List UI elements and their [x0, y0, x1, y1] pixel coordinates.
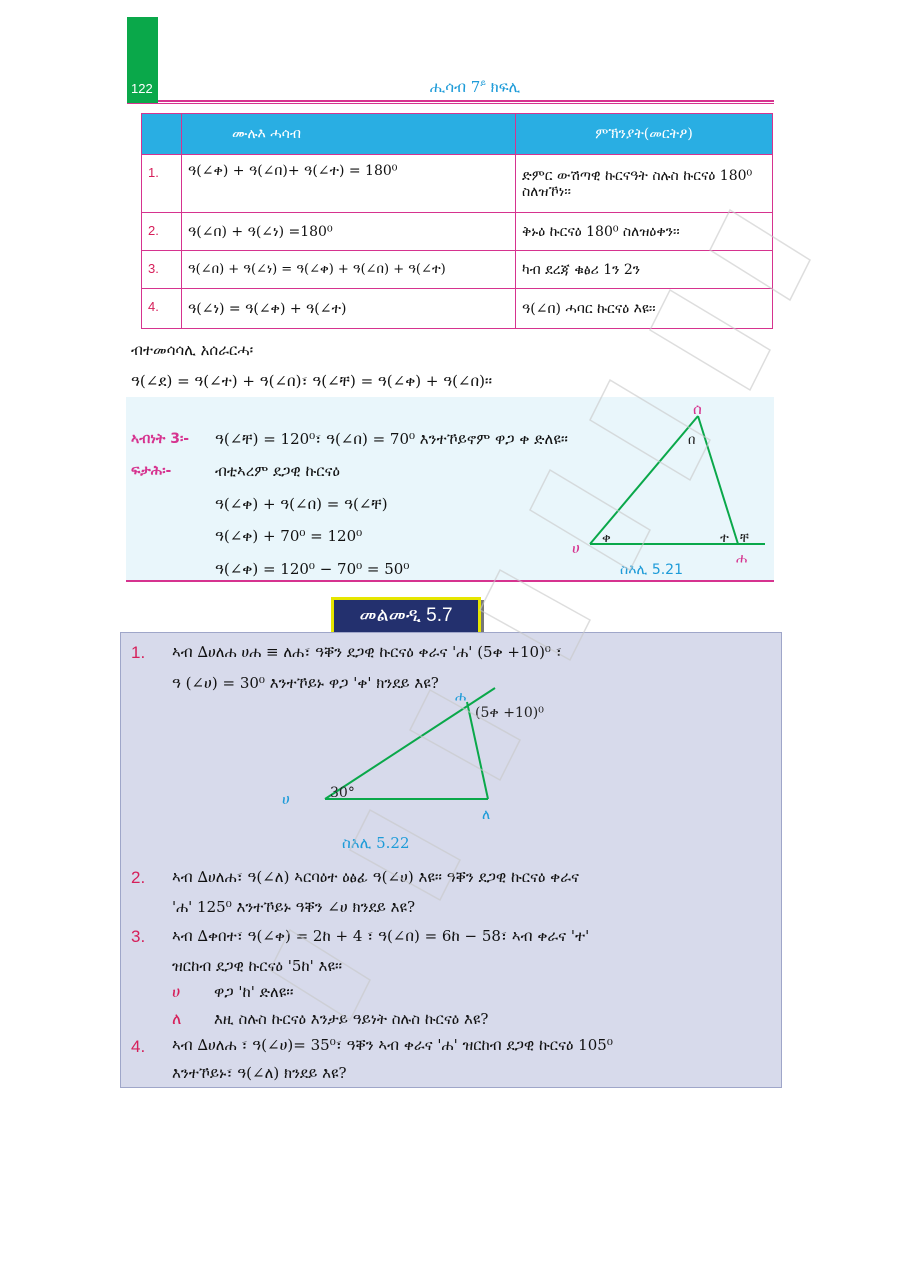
solution-line-2: ዓ(∠ቀ) + ዓ(∠በ) = ዓ(∠ቸ) — [215, 495, 388, 513]
solution-line-3: ዓ(∠ቀ) + 70⁰ = 120⁰ — [215, 527, 363, 545]
table-header-statement: ሙሉእ ሓሳብ — [182, 114, 516, 155]
question-2-line-1: ኣብ ∆ሀለሐ፣ ዓ(∠ለ) ኣርባዕተ ዕፅፊ ዓ(∠ሀ) እዩ፡፡ ዓቐን ደጋዊ ኩርናዕ ቀራና — [172, 868, 579, 886]
vertex-label-left: ሀ — [282, 790, 290, 808]
angle-label-top: በ — [688, 433, 696, 448]
vertex-label-top: ሰ — [693, 400, 702, 418]
question-4-line-2: እንተኾይኑ፣ ዓ(∠ለ) ክንደይ እዩ? — [172, 1064, 347, 1082]
sub-question-label-b: ለ — [172, 1009, 182, 1028]
similarly-label: ብተመሳሳሊ አሰራርሓ፡ — [131, 341, 254, 359]
example-problem: ዓ(∠ቸ) = 120⁰፣ ዓ(∠በ) = 70⁰ እንተኾይኖም ዋጋ ቀ ድለዩ፡፡ — [215, 430, 568, 448]
figure-5-22 — [270, 686, 570, 856]
page-number: 122 — [131, 81, 153, 96]
figure-caption: ስእሊ 5.21 — [620, 562, 683, 578]
sub-question-a: ዋጋ 'ከ' ድለዩ፡፡ — [214, 983, 294, 1001]
question-number-2: 2. — [131, 868, 146, 887]
exterior-angle-label: (5ቀ +10)⁰ — [475, 705, 544, 721]
table-row: 2. ዓ(∠በ) + ዓ(∠ነ) =180⁰ ቅኑዕ ኩርናዕ 180⁰ ስለዝዕቀን፡፡ — [142, 213, 773, 251]
angle-label-inner-right: ተ — [720, 531, 729, 546]
table-row: 1. ዓ(∠ቀ) + ዓ(∠በ)+ ዓ(∠ተ) = 180⁰ ድምር ውሽጣዊ ኩርናዓት ስሉስ ኩርናዕ 180⁰ ስለዝኾነ፡፡ — [142, 155, 773, 213]
table-row: 3. ዓ(∠በ) + ዓ(∠ነ) = ዓ(∠ቀ) + ዓ(∠በ) + ዓ(∠ተ) ካብ ደረጃ ቁፅሪ 1ን 2ን — [142, 251, 773, 289]
example-label: ኣብነት 3፡- — [131, 431, 190, 447]
question-1-line-2: ዓ (∠ሀ) = 30⁰ እንተኾይኑ ዋጋ 'ቀ' ክንደይ እዩ? — [172, 674, 439, 692]
table-row: 4. ዓ(∠ነ) = ዓ(∠ቀ) + ዓ(∠ተ) ዓ(∠በ) ሓባር ኩርናዕ እዩ፡፡ — [142, 289, 773, 329]
similarly-equation: ዓ(∠ደ) = ዓ(∠ተ) + ዓ(∠በ)፣ ዓ(∠ቸ) = ዓ(∠ቀ) + ዓ(∠በ)፡፡ — [131, 372, 493, 390]
page-header-title: ሒሳብ $7^ይ$ ክፍሊ — [429, 78, 521, 96]
vertex-label-base-end: ሐ — [736, 551, 748, 567]
question-3-line-1: ኣብ ∆ቀበተ፣ ዓ(∠ቀ) = 2ከ + 4 ፣ ዓ(∠በ) = 6ከ − 58፣ ኣብ ቀራና 'ተ' — [172, 927, 590, 945]
sub-question-label-a: ሀ — [172, 982, 181, 1001]
figure-5-21 — [560, 398, 774, 580]
question-4-line-1: ኣብ ∆ሀለሐ ፣ ዓ(∠ሀ)= 35⁰፣ ዓቐን ኣብ ቀራና 'ሐ' ዝርከብ ደጋዊ ኩርናዕ 105⁰ — [172, 1036, 613, 1054]
question-2-line-2: 'ሐ' 125⁰ እንተኾይኑ ዓቐን ∠ሀ ክንደይ እዩ? — [172, 898, 416, 916]
angle-label-left: ቀ — [602, 531, 611, 546]
angle-label-exterior: ቸ — [740, 531, 749, 546]
header-rule-thin — [127, 103, 774, 104]
vertex-label-bottom-right: ለ — [482, 807, 491, 823]
angle-label-left: 30° — [330, 785, 355, 801]
triangle-side — [590, 416, 698, 544]
exercise-banner: መልመዲ 5.7 — [331, 597, 481, 635]
solution-label: ፍታሕ፡- — [131, 463, 172, 479]
question-number-1: 1. — [131, 643, 146, 662]
vertex-label-top: ሐ — [455, 689, 467, 705]
table-header-reason: ምኽንያት(መርትዖ) — [516, 114, 773, 155]
header-rule — [158, 100, 774, 102]
vertex-label-left: ሀ — [572, 539, 580, 557]
solution-line-1: ብቲኣረም ደጋዊ ኩርናዕ — [215, 462, 340, 480]
table-header-blank — [142, 114, 182, 155]
question-number-4: 4. — [131, 1037, 146, 1056]
triangle-side — [698, 416, 738, 544]
solution-line-4: ዓ(∠ቀ) = 120⁰ − 70⁰ = 50⁰ — [215, 560, 410, 578]
question-number-3: 3. — [131, 927, 146, 946]
question-3-line-2: ዝርከብ ደጋዊ ኩርናዕ '5ከ' እዩ፡፡ — [172, 957, 343, 975]
sub-question-b: እዚ ስሉስ ኩርናዕ እንታይ ዓይነት ስሉስ ኩርናዕ እዩ? — [214, 1010, 489, 1028]
triangle-side-extended — [325, 688, 495, 799]
proof-table — [141, 113, 773, 329]
question-1-line-1: ኣብ ∆ሀለሐ ሀሐ ≡ ለሐ፣ ዓቐን ደጋዊ ኩርናዕ ቀራና 'ሐ' (5ቀ +10)⁰ ፣ — [172, 643, 562, 661]
figure-caption: ስእሊ 5.22 — [342, 834, 410, 852]
